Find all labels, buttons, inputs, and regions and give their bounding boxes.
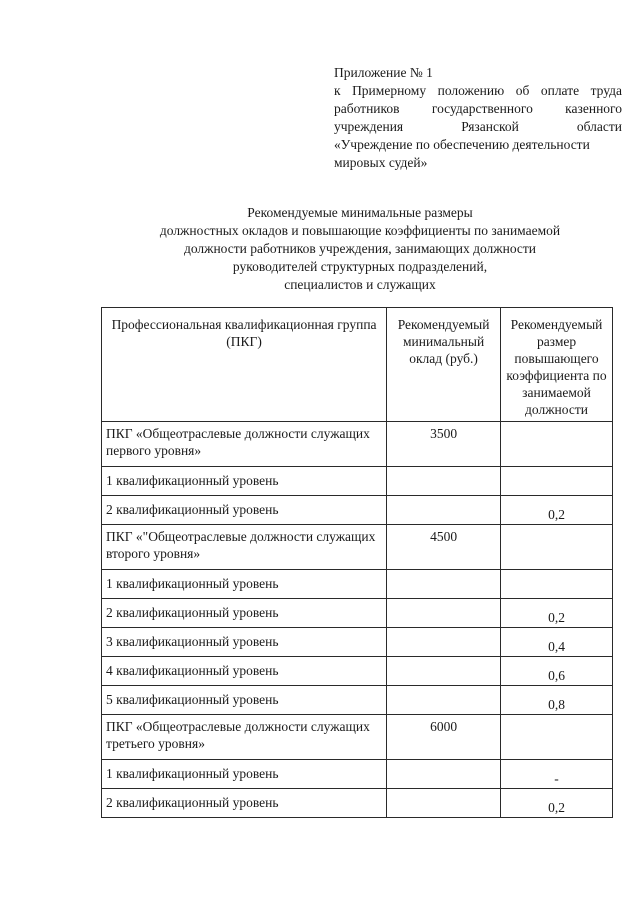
appendix-word: учреждения xyxy=(334,119,404,134)
appendix-line-1 xyxy=(334,82,622,100)
cell-name: 5 квалификационный уровень xyxy=(102,686,387,715)
table-row-level xyxy=(102,760,613,789)
appendix-word: казенного xyxy=(565,101,622,116)
table-body xyxy=(102,422,613,818)
appendix-word: положению xyxy=(437,83,505,98)
cell-salary xyxy=(387,467,501,496)
cell-coefficient xyxy=(501,422,613,467)
appendix-block xyxy=(334,64,622,172)
appendix-number: Приложение № 1 xyxy=(334,65,433,80)
cell-name: 2 квалификационный уровень xyxy=(102,789,387,818)
cell-salary xyxy=(387,760,501,789)
appendix-word: труда xyxy=(590,83,622,98)
cell-salary xyxy=(387,628,501,657)
appendix-word: Примерному xyxy=(352,83,427,98)
appendix-line-3 xyxy=(334,118,622,136)
cell-name: ПКГ «Общеотраслевые должности служащих первого уровня» xyxy=(102,422,387,467)
table-row-level xyxy=(102,496,613,525)
salary-table xyxy=(101,307,613,818)
cell-coefficient xyxy=(501,715,613,760)
table-row-group xyxy=(102,715,613,760)
cell-coefficient: 0,2 xyxy=(501,789,613,818)
cell-coefficient: - xyxy=(501,760,613,789)
header-salary: Рекомендуемый минимальный оклад (руб.) xyxy=(387,308,501,422)
appendix-word: оплате xyxy=(540,83,580,98)
table-row-group xyxy=(102,525,613,570)
table-row-group xyxy=(102,422,613,467)
document-heading xyxy=(100,204,620,294)
cell-name: 1 квалификационный уровень xyxy=(102,570,387,599)
cell-salary xyxy=(387,686,501,715)
heading-line: Рекомендуемые минимальные размеры xyxy=(247,205,473,220)
cell-name: 1 квалификационный уровень xyxy=(102,760,387,789)
cell-salary: 4500 xyxy=(387,525,501,570)
cell-name: 2 квалификационный уровень xyxy=(102,599,387,628)
appendix-word: государственного xyxy=(431,101,533,116)
heading-line: должности работников учреждения, занимающих должности xyxy=(183,241,537,256)
table-row-level xyxy=(102,467,613,496)
cell-name: 4 квалификационный уровень xyxy=(102,657,387,686)
cell-coefficient xyxy=(501,525,613,570)
appendix-line-5: мировых судей» xyxy=(334,155,428,170)
cell-name: 1 квалификационный уровень xyxy=(102,467,387,496)
table-row-level xyxy=(102,657,613,686)
cell-coefficient: 0,4 xyxy=(501,628,613,657)
table-row-level xyxy=(102,789,613,818)
table-row-level xyxy=(102,686,613,715)
cell-salary xyxy=(387,789,501,818)
appendix-word: к xyxy=(334,83,341,98)
cell-coefficient: 0,8 xyxy=(501,686,613,715)
cell-coefficient xyxy=(501,467,613,496)
cell-salary xyxy=(387,599,501,628)
cell-coefficient: 0,2 xyxy=(501,599,613,628)
heading-line: специалистов и служащих xyxy=(284,277,436,292)
table-header-row xyxy=(102,308,613,422)
cell-salary xyxy=(387,657,501,686)
cell-name: ПКГ «Общеотраслевые должности служащих третьего уровня» xyxy=(102,715,387,760)
cell-coefficient: 0,6 xyxy=(501,657,613,686)
header-coefficient: Рекомендуемый размер повышающего коэффициента по занимаемой должности xyxy=(501,308,613,422)
cell-salary: 6000 xyxy=(387,715,501,760)
appendix-line-2 xyxy=(334,100,622,118)
cell-name: 3 квалификационный уровень xyxy=(102,628,387,657)
appendix-word: работников xyxy=(334,101,400,116)
appendix-word: области xyxy=(576,119,622,134)
cell-salary: 3500 xyxy=(387,422,501,467)
table-row-level xyxy=(102,628,613,657)
cell-coefficient: 0,2 xyxy=(501,496,613,525)
cell-coefficient xyxy=(501,570,613,599)
cell-salary xyxy=(387,570,501,599)
cell-name: 2 квалификационный уровень xyxy=(102,496,387,525)
appendix-line-4: «Учреждение по обеспечению деятельности xyxy=(334,137,590,152)
heading-line: руководителей структурных подразделений, xyxy=(232,259,488,274)
header-group: Профессиональная квалификационная группа (ПКГ) xyxy=(102,308,387,422)
cell-name: ПКГ «"Общеотраслевые должности служащих второго уровня» xyxy=(102,525,387,570)
heading-line: должностных окладов и повышающие коэффициенты по занимаемой xyxy=(159,223,561,238)
table-row-level xyxy=(102,599,613,628)
cell-salary xyxy=(387,496,501,525)
appendix-word: Рязанской xyxy=(461,119,519,134)
appendix-word: об xyxy=(515,83,530,98)
table-row-level xyxy=(102,570,613,599)
